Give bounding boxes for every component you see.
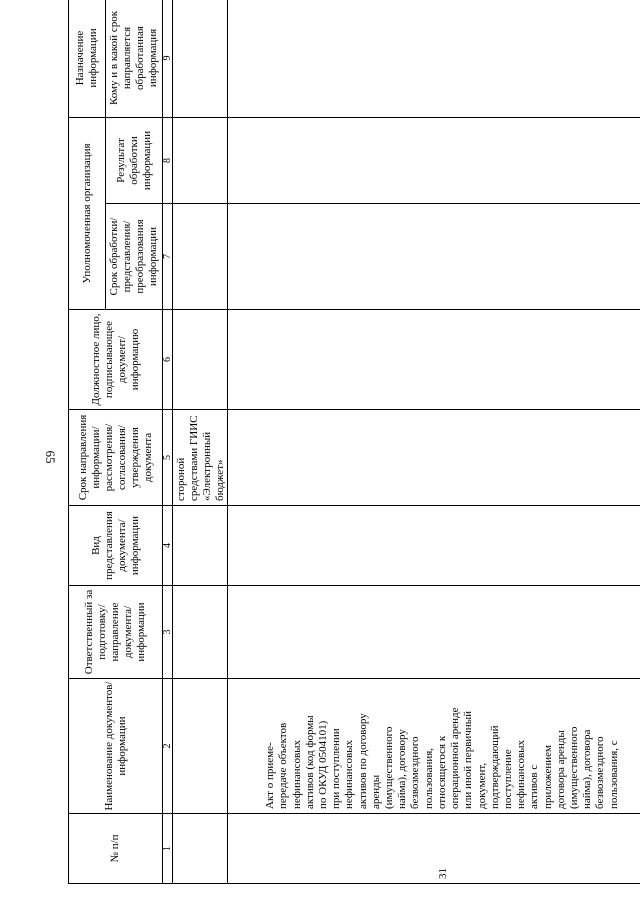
continuation-deadline-cell: стороной средствами ГИИС «Электронный бюджет» [173,410,228,506]
name-line: подтверждающий [488,725,501,809]
table-row [228,0,640,884]
column-number: 1 [163,814,173,884]
column-number: 5 [163,410,173,506]
name-line: по ОКУД 0504101) [317,720,330,809]
header-result: Результат обработки информации [106,117,163,203]
table-cell [228,204,640,310]
header-deadline: Срок направления информации/ рассмотрения/ согласования/ утверждения документа [69,410,163,506]
table-cell [173,679,228,814]
name-line: найма), договору [396,729,409,809]
name-line: нефинансовых [515,739,528,809]
rotated-table-wrapper [68,0,633,884]
name-line: или иной первичный [462,711,475,809]
header-name: Наименование документов/ информации [69,679,163,814]
header-num: № п/п [69,814,163,884]
header-processing-period: Срок обработки/ представления/ преобразования информации [106,204,163,310]
name-line: пользования, с [607,740,620,809]
name-line: безвозмездного [409,736,422,809]
document-table [68,0,640,884]
column-number: 9 [163,0,173,117]
name-line: нефинансовых [290,739,303,809]
name-line: приложением [541,745,554,809]
name-line: безвозмездного [594,736,607,809]
column-number: 8 [163,117,173,203]
header-official: Должностное лицо, подписывающее документ/ информацию [69,310,163,410]
name-line: Акт о приеме- [264,742,277,809]
continuation-row [173,0,228,884]
column-number: 4 [163,506,173,586]
table-cell [228,0,640,117]
name-line: нефинансовых [343,739,356,809]
column-number: 2 [163,679,173,814]
column-number: 6 [163,310,173,410]
name-line: передаче объектов [277,722,290,809]
header-purpose: Назначение информации [69,0,106,117]
header-recipient: Кому и в какой срок направляется обработанная информация [106,0,163,117]
column-number: 7 [163,204,173,310]
table-cell [173,0,228,117]
name-line: операционной аренде [449,707,462,809]
table-cell [228,506,640,586]
name-line: относящегося к [435,735,448,809]
name-line: аренды [369,774,382,809]
name-line: пользования, [422,747,435,809]
table-cell [228,586,640,679]
name-line: при поступлении [330,728,343,809]
column-number: 3 [163,586,173,679]
name-line: (имущественного [383,726,396,809]
name-line: (имущественного [567,726,580,809]
header-type: Вид представления документа/ информации [69,506,163,586]
header-responsible: Ответственный за подготовку/ направление документа/ информации [69,586,163,679]
table-cell [173,204,228,310]
name-line: поступление [501,749,514,809]
table-cell [173,310,228,410]
name-line: активов с [528,764,541,809]
name-line: найма), договора [581,729,594,809]
name-line: договора аренды [554,730,567,809]
table-cell [173,117,228,203]
name-line: документ, [475,762,488,809]
name-line: активов (код формы [303,715,316,809]
table-cell [228,410,640,506]
page-number: 65 [43,450,58,464]
table-cell [173,586,228,679]
row-name-cell [228,679,640,814]
header-authorized-organization: Уполномоченная организация [69,117,106,309]
table-cell [173,506,228,586]
table-cell [173,814,228,884]
row-number-cell: 31 [228,814,640,884]
table-cell [228,310,640,410]
table-cell [228,117,640,203]
name-line: активов по договору [356,713,369,809]
